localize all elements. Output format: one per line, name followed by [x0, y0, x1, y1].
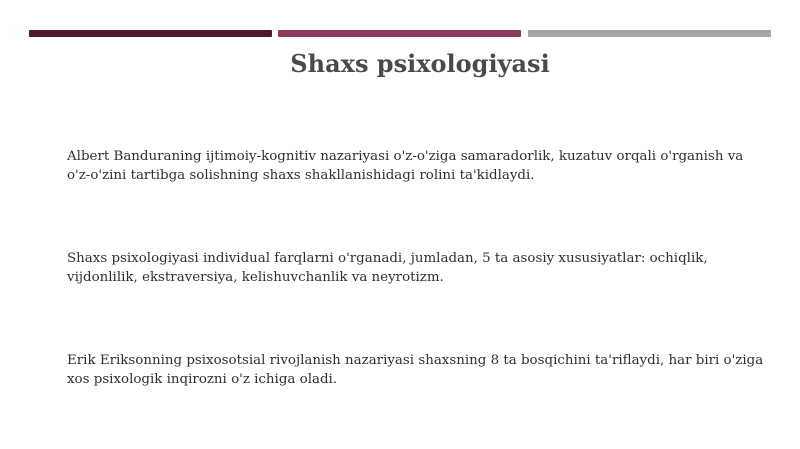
paragraph-big-five: Shaxs psixologiyasi individual farqlarni o'rganadi, jumladan, 5 ta asosiy xususiyatlar: ochiqlik, vijdonlilik, ekstraversiya, kelishuvchanlik va neyrotizm.: [67, 251, 708, 285]
paragraph-bandura: Albert Banduraning ijtimoiy-kognitiv nazariyasi o'z-o'ziga samaradorlik, kuzatuv orqali o'rganish va o'z-o'zini tartibga solishning shaxs shakllanishidagi rolini ta'kidlaydi.: [67, 149, 744, 183]
paragraph-erikson: Erik Eriksonning psixosotsial rivojlanish nazariyasi shaxsning 8 ta bosqichini ta'riflaydi, har biri o'ziga xos psixologik inqirozni o'z ichiga oladi.: [67, 353, 764, 387]
accent-bar-gray: [528, 30, 771, 37]
accent-bar-magenta: [278, 30, 521, 37]
accent-bar-dark: [29, 30, 272, 37]
slide-title: Shaxs psixologiyasi: [290, 49, 550, 78]
